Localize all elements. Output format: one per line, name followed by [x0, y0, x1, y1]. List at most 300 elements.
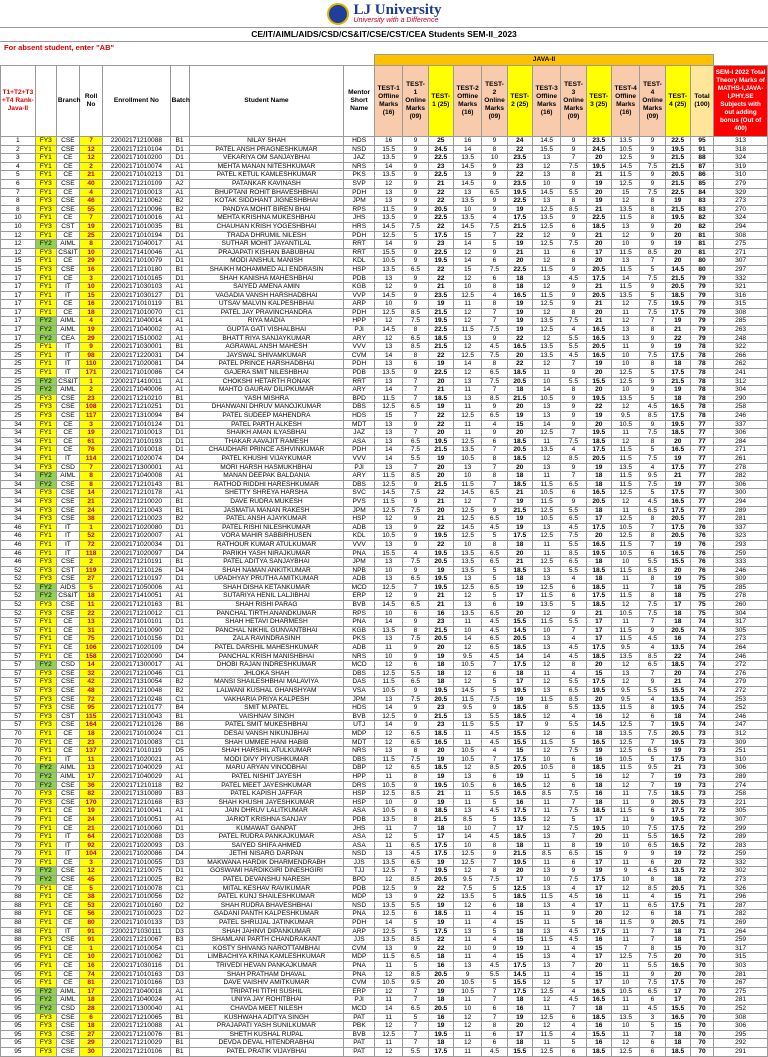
- cell-t2-online: 7: [482, 987, 507, 996]
- cell-student-name: PATEL PRINCE HARSHADBHAI: [189, 360, 344, 369]
- cell-mentor: JHS: [344, 824, 375, 833]
- cell-t3-online: 5.5: [561, 334, 586, 343]
- cell-student-name: TRIPATHI TITHI SUSHIL: [189, 987, 344, 996]
- cell-t3-online: 9: [561, 291, 586, 300]
- cell-t2-offline: 12: [453, 369, 481, 378]
- cell-year: FY3: [35, 137, 56, 146]
- cell-t1-offline: 12: [374, 179, 402, 188]
- cell-batch: D4: [170, 360, 189, 369]
- cell-total: 77: [690, 437, 713, 446]
- cell-t1-total: 19.5: [428, 583, 453, 592]
- cell-t1-total: 22.5: [428, 326, 453, 335]
- cell-t3-total: 18: [586, 798, 611, 807]
- cell-t1-offline: 13: [374, 197, 402, 206]
- table-row: [1, 248, 768, 257]
- cell-t2-online: 6.5: [482, 558, 507, 567]
- cell-rank: 70: [1, 781, 36, 790]
- cell-t4-online: 7.5: [640, 601, 665, 610]
- cell-enrollment: 22002171010056: [103, 893, 170, 902]
- cell-roll: 61: [79, 437, 102, 446]
- cell-branch: CSE: [56, 145, 79, 154]
- cell-batch: A1: [170, 240, 189, 249]
- cell-roll: 158: [79, 652, 102, 661]
- cell-t2-offline: 13.5: [453, 893, 481, 902]
- cell-t2-online: 9: [482, 248, 507, 257]
- cell-branch: IT: [56, 351, 79, 360]
- cell-t2-offline: 10: [453, 205, 481, 214]
- cell-total: 81: [690, 240, 713, 249]
- cell-t2-offline: 11: [453, 790, 481, 799]
- cell-sem1-total: 289: [714, 833, 768, 842]
- cell-batch: B2: [170, 687, 189, 696]
- cell-sem1-total: 315: [714, 300, 768, 309]
- cell-t4-online: 7.5: [640, 729, 665, 738]
- cell-t2-online: 6.5: [482, 609, 507, 618]
- cell-t2-total: 14.5: [507, 626, 532, 635]
- cell-student-name: BHATT RIYA SANJAYKUMAR: [189, 334, 344, 343]
- cell-t4-offline: 12: [611, 403, 639, 412]
- cell-t2-total: 16.5: [507, 790, 532, 799]
- cell-t4-offline: 13: [611, 669, 639, 678]
- cell-t2-offline: 14: [453, 240, 481, 249]
- cell-t1-offline: 14: [374, 454, 402, 463]
- cell-t2-offline: 11.5: [453, 480, 481, 489]
- cell-t3-online: 9: [561, 300, 586, 309]
- cell-t1-total: 20: [428, 377, 453, 386]
- cell-rank: 79: [1, 884, 36, 893]
- cell-total: 74: [690, 678, 713, 687]
- cell-batch: B1: [170, 712, 189, 721]
- cell-t1-online: 9: [403, 540, 428, 549]
- cell-t3-online: 6.5: [561, 558, 586, 567]
- cell-total: 78: [690, 403, 713, 412]
- cell-t1-offline: 15.5: [374, 145, 402, 154]
- cell-total: 77: [690, 515, 713, 524]
- cell-t4-offline: 12: [611, 712, 639, 721]
- cell-t1-total: 23: [428, 721, 453, 730]
- cell-branch: CE: [56, 437, 79, 446]
- cell-branch: CSD: [56, 661, 79, 670]
- cell-t4-online: 9: [640, 970, 665, 979]
- cell-t2-online: 6: [482, 901, 507, 910]
- cell-t1-online: 7: [403, 1039, 428, 1048]
- cell-sem1-total: 291: [714, 1047, 768, 1056]
- cell-t1-offline: 13.5: [374, 214, 402, 223]
- cell-t3-offline: 14: [532, 386, 560, 395]
- cell-t1-online: 9: [403, 214, 428, 223]
- cell-roll: 48: [79, 687, 102, 696]
- cell-enrollment: 22002171010024: [103, 729, 170, 738]
- cell-t1-total: 21: [428, 386, 453, 395]
- cell-mentor: PBK: [344, 1022, 375, 1031]
- cell-t4-offline: 11: [611, 583, 639, 592]
- cell-t2-online: 9: [482, 137, 507, 146]
- cell-branch: IT: [56, 532, 79, 541]
- cell-t1-offline: 13.5: [374, 626, 402, 635]
- cell-t2-online: 4.5: [482, 343, 507, 352]
- cell-t1-total: 22: [428, 936, 453, 945]
- cell-t1-total: 19.5: [428, 867, 453, 876]
- cell-mentor: ARP: [344, 300, 375, 309]
- cell-batch: C1: [170, 884, 189, 893]
- cell-t3-offline: 11: [532, 669, 560, 678]
- cell-batch: D1: [170, 446, 189, 455]
- table-row: [1, 412, 768, 421]
- cell-t4-total: 16.5: [665, 497, 690, 506]
- table-row: [1, 609, 768, 618]
- cell-enrollment: 22002171010013: [103, 188, 170, 197]
- cell-t3-offline: 12: [532, 162, 560, 171]
- cell-roll: 19: [79, 326, 102, 335]
- cell-t3-offline: 14: [532, 420, 560, 429]
- cell-rank: 46: [1, 540, 36, 549]
- cell-batch: C1: [170, 669, 189, 678]
- cell-t2-total: 18.5: [507, 893, 532, 902]
- cell-t3-offline: 11: [532, 858, 560, 867]
- cell-student-name: SHAH HETAVI DHARMESH: [189, 618, 344, 627]
- table-row: [1, 747, 768, 756]
- cell-t3-online: 4.5: [561, 351, 586, 360]
- cell-t2-offline: 12: [453, 678, 481, 687]
- cell-rank: 57: [1, 712, 36, 721]
- cell-t2-total: 16: [507, 1004, 532, 1013]
- cell-t1-online: 4.5: [403, 850, 428, 859]
- cell-enrollment: 22002171010200: [103, 154, 170, 163]
- cell-year: FY1: [35, 919, 56, 928]
- cell-t4-total: 20.5: [665, 626, 690, 635]
- cell-t3-online: 5: [561, 738, 586, 747]
- cell-roll: 18: [79, 592, 102, 601]
- cell-mentor: ASA: [344, 833, 375, 842]
- cell-enrollment: 22002171210088: [103, 137, 170, 146]
- cell-t4-offline: 11: [611, 798, 639, 807]
- cell-year: FY1: [35, 962, 56, 971]
- cell-roll: 12: [79, 145, 102, 154]
- cell-t2-online: 4.5: [482, 807, 507, 816]
- cell-year: FY1: [35, 145, 56, 154]
- table-row: [1, 162, 768, 171]
- cell-total: 77: [690, 446, 713, 455]
- cell-t2-offline: 13: [453, 712, 481, 721]
- cell-year: FY1: [35, 154, 56, 163]
- cell-total: 79: [690, 291, 713, 300]
- cell-total: 72: [690, 876, 713, 885]
- cell-t4-total: 17.5: [665, 308, 690, 317]
- cell-year: FY1: [35, 979, 56, 988]
- cell-roll: 2: [79, 558, 102, 567]
- cell-mentor: NPB: [344, 566, 375, 575]
- cell-t4-online: 5: [640, 446, 665, 455]
- cell-t2-total: 19: [507, 326, 532, 335]
- cell-batch: B2: [170, 781, 189, 790]
- cell-t2-total: 20: [507, 463, 532, 472]
- cell-rank: 95: [1, 979, 36, 988]
- header-banner: [0, 0, 768, 27]
- cell-t3-online: 6: [561, 583, 586, 592]
- cell-mentor: PDB: [344, 884, 375, 893]
- cell-total: 74: [690, 635, 713, 644]
- cell-total: 70: [690, 1030, 713, 1039]
- cell-t1-total: 19.5: [428, 257, 453, 266]
- cell-t2-offline: 12.5: [453, 583, 481, 592]
- col-roll: Roll No: [79, 66, 102, 137]
- cell-enrollment: 22002171010054: [103, 944, 170, 953]
- cell-t3-offline: 13: [532, 154, 560, 163]
- cell-t4-offline: 11: [611, 1030, 639, 1039]
- cell-t4-online: 9: [640, 137, 665, 146]
- cell-total: 70: [690, 979, 713, 988]
- cell-t1-online: 6: [403, 661, 428, 670]
- cell-mentor: JPM: [344, 197, 375, 206]
- cell-t2-offline: 12.5: [453, 532, 481, 541]
- cell-branch: CSE: [56, 137, 79, 146]
- cell-t1-total: 19.5: [428, 575, 453, 584]
- cell-student-name: PATEL ANSH PRAGNESHKUMAR: [189, 145, 344, 154]
- cell-mentor: RPS: [344, 609, 375, 618]
- cell-roll: 110: [79, 360, 102, 369]
- cell-t1-offline: 14: [374, 240, 402, 249]
- cell-sem1-total: 272: [714, 661, 768, 670]
- cell-t1-online: 9: [403, 257, 428, 266]
- cell-mentor: JPM: [344, 558, 375, 567]
- cell-t1-total: 22: [428, 351, 453, 360]
- cell-total: 72: [690, 850, 713, 859]
- cell-t4-online: 6: [640, 910, 665, 919]
- cell-t2-total: 19: [507, 1013, 532, 1022]
- cell-t2-offline: 11: [453, 910, 481, 919]
- cell-roll: 13: [79, 764, 102, 773]
- cell-roll: 17: [79, 772, 102, 781]
- cell-enrollment: 22002171210065: [103, 1013, 170, 1022]
- cell-t2-online: 6: [482, 1030, 507, 1039]
- cell-t4-offline: 7: [611, 944, 639, 953]
- cell-sem1-total: 296: [714, 893, 768, 902]
- cell-enrollment: 22002171210168: [103, 798, 170, 807]
- cell-t4-total: 15: [665, 1022, 690, 1031]
- cell-t2-online: 4.5: [482, 729, 507, 738]
- cell-year: FY3: [35, 712, 56, 721]
- cell-t3-online: 5: [561, 979, 586, 988]
- cell-t3-online: 6: [561, 755, 586, 764]
- cell-rank: 88: [1, 936, 36, 945]
- cell-mentor: PNA: [344, 618, 375, 627]
- cell-t1-total: 22: [428, 489, 453, 498]
- cell-t2-offline: 10: [453, 841, 481, 850]
- cell-total: 76: [690, 566, 713, 575]
- cell-t3-offline: 11: [532, 1039, 560, 1048]
- cell-t3-offline: 12: [532, 308, 560, 317]
- cell-total: 75: [690, 601, 713, 610]
- cell-t1-online: 7: [403, 463, 428, 472]
- cell-t1-offline: 11.5: [374, 755, 402, 764]
- cell-sem1-total: 281: [714, 515, 768, 524]
- cell-t3-total: 19: [586, 867, 611, 876]
- cell-year: FY3: [35, 497, 56, 506]
- cell-t3-total: 20.5: [586, 291, 611, 300]
- table-row: [1, 154, 768, 163]
- cell-t4-total: 18.5: [665, 291, 690, 300]
- cell-rank: 52: [1, 592, 36, 601]
- cell-t4-offline: 12: [611, 197, 639, 206]
- table-row: [1, 884, 768, 893]
- cell-t4-total: 20: [665, 970, 690, 979]
- cell-t1-total: 19: [428, 652, 453, 661]
- cell-t3-offline: 13.5: [532, 343, 560, 352]
- table-row: [1, 781, 768, 790]
- cell-t4-total: 18: [665, 712, 690, 721]
- cell-t1-offline: 14: [374, 704, 402, 713]
- cell-branch: CE: [56, 618, 79, 627]
- cell-student-name: KOTAK SIDDHANT JIGNESHBHAI: [189, 197, 344, 206]
- cell-t2-online: 4.5: [482, 833, 507, 842]
- cell-t2-total: 19: [507, 300, 532, 309]
- cell-t1-online: 5: [403, 1013, 428, 1022]
- cell-branch: CE: [56, 738, 79, 747]
- cell-t4-online: 7.5: [640, 429, 665, 438]
- cell-sem1-total: 310: [714, 171, 768, 180]
- cell-year: FY2: [35, 480, 56, 489]
- cell-batch: D3: [170, 970, 189, 979]
- cell-year: FY1: [35, 171, 56, 180]
- cell-branch: AIML: [56, 326, 79, 335]
- cell-t4-total: 17.5: [665, 979, 690, 988]
- table-row: [1, 1004, 768, 1013]
- cell-t1-total: 22: [428, 274, 453, 283]
- cell-t1-offline: 12.5: [374, 480, 402, 489]
- cell-t2-online: 5: [482, 566, 507, 575]
- cell-batch: D1: [170, 171, 189, 180]
- cell-student-name: PATEL SMIT MUKESHBHAI: [189, 721, 344, 730]
- cell-t1-online: 7.5: [403, 222, 428, 231]
- cell-sem1-total: 261: [714, 454, 768, 463]
- cell-t3-total: 21: [586, 231, 611, 240]
- cell-student-name: KUSHWAHA ADITYA SINGH: [189, 1013, 344, 1022]
- cell-total: 70: [690, 1022, 713, 1031]
- cell-sem1-total: 259: [714, 936, 768, 945]
- cell-t4-offline: 10: [611, 1022, 639, 1031]
- table-row: [1, 927, 768, 936]
- cell-t1-total: 21: [428, 497, 453, 506]
- cell-branch: CE: [56, 815, 79, 824]
- cell-rank: 79: [1, 876, 36, 885]
- cell-t3-total: 16: [586, 772, 611, 781]
- cell-t1-online: 9: [403, 291, 428, 300]
- cell-rank: 17: [1, 317, 36, 326]
- cell-branch: CE: [56, 652, 79, 661]
- cell-total: 74: [690, 695, 713, 704]
- cell-t3-offline: 12: [532, 1022, 560, 1031]
- cell-batch: C1: [170, 609, 189, 618]
- cell-t4-total: 21: [665, 326, 690, 335]
- cell-t2-offline: 13: [453, 962, 481, 971]
- cell-t3-total: 20: [586, 532, 611, 541]
- cell-rank: 52: [1, 601, 36, 610]
- cell-t4-offline: 11.5: [611, 454, 639, 463]
- cell-t2-total: 17.5: [507, 214, 532, 223]
- cell-t3-online: 4: [561, 1030, 586, 1039]
- cell-t1-online: 7.5: [403, 446, 428, 455]
- cell-t4-offline: 13: [611, 222, 639, 231]
- col-sem1-total: SEM-I 2022 Total Theory Marks of MATHS-I,JAVA-I,PHY,SE Subjects with out adding bonus (Out of 400): [714, 66, 768, 137]
- cell-student-name: JHLOKA SHAH: [189, 669, 344, 678]
- cell-student-name: THAKAR AAVAJIT RAMESH: [189, 437, 344, 446]
- cell-mentor: DAS: [344, 678, 375, 687]
- cell-total: 76: [690, 540, 713, 549]
- cell-t1-online: 6.5: [403, 738, 428, 747]
- cell-roll: 2: [79, 386, 102, 395]
- cell-t2-offline: 9.5: [453, 876, 481, 885]
- cell-sem1-total: 281: [714, 970, 768, 979]
- cell-t2-total: 23.5: [507, 179, 532, 188]
- table-row: [1, 558, 768, 567]
- cell-student-name: VAGADIA VANSH HARSHADBHAI: [189, 291, 344, 300]
- cell-t4-offline: 10.5: [611, 420, 639, 429]
- cell-t3-total: 20.5: [586, 497, 611, 506]
- cell-t4-online: 7: [640, 618, 665, 627]
- cell-year: FY1: [35, 162, 56, 171]
- cell-t4-offline: 12: [611, 772, 639, 781]
- cell-t4-total: 17.5: [665, 807, 690, 816]
- cell-t4-offline: 10.5: [611, 145, 639, 154]
- cell-t4-online: 4: [640, 893, 665, 902]
- cell-t1-offline: 12.5: [374, 308, 402, 317]
- cell-rank: 25: [1, 343, 36, 352]
- cell-rank: 34: [1, 472, 36, 481]
- cell-sem1-total: 267: [714, 979, 768, 988]
- cell-t1-total: 23: [428, 704, 453, 713]
- cell-t3-online: 4.5: [561, 996, 586, 1005]
- cell-sem1-total: 275: [714, 987, 768, 996]
- cell-batch: D4: [170, 652, 189, 661]
- cell-t2-online: 6.5: [482, 583, 507, 592]
- cell-sem1-total: 278: [714, 592, 768, 601]
- cell-t3-total: 15: [586, 850, 611, 859]
- cell-t2-online: 6.5: [482, 644, 507, 653]
- cell-roll: 21: [79, 824, 102, 833]
- cell-rank: 95: [1, 1013, 36, 1022]
- cell-t3-online: 4: [561, 944, 586, 953]
- cell-t1-online: 9: [403, 369, 428, 378]
- cell-t2-total: 19: [507, 240, 532, 249]
- cell-t3-online: 8: [561, 171, 586, 180]
- cell-year: FY2: [35, 583, 56, 592]
- cell-t1-online: 8.5: [403, 472, 428, 481]
- cell-t3-online: 4.5: [561, 927, 586, 936]
- cell-sem1-total: 307: [714, 257, 768, 266]
- cell-t4-online: 9: [640, 179, 665, 188]
- cell-student-name: MODI DIVY PIYUSHKUMAR: [189, 755, 344, 764]
- cell-t3-online: 5.5: [561, 506, 586, 515]
- cell-student-name: PANCHAL TIRTH ANANDKUMAR: [189, 609, 344, 618]
- cell-student-name: MAHTO GAURAV DILIPKUMAR: [189, 386, 344, 395]
- cell-t4-online: 9: [640, 154, 665, 163]
- cell-t3-online: 6.5: [561, 687, 586, 696]
- cell-t4-online: 8: [640, 326, 665, 335]
- cell-sem1-total: 324: [714, 214, 768, 223]
- cell-t2-online: 7: [482, 317, 507, 326]
- table-row: [1, 987, 768, 996]
- cell-rank: 57: [1, 687, 36, 696]
- cell-branch: CE: [56, 962, 79, 971]
- cell-roll: 32: [79, 669, 102, 678]
- cell-t4-online: 7: [640, 523, 665, 532]
- cell-enrollment: 22002171010016: [103, 214, 170, 223]
- cell-t4-online: 7.5: [640, 274, 665, 283]
- cell-batch: D5: [170, 747, 189, 756]
- cell-t1-online: 9: [403, 532, 428, 541]
- cell-mentor: RRT: [344, 248, 375, 257]
- cell-t3-online: 9: [561, 145, 586, 154]
